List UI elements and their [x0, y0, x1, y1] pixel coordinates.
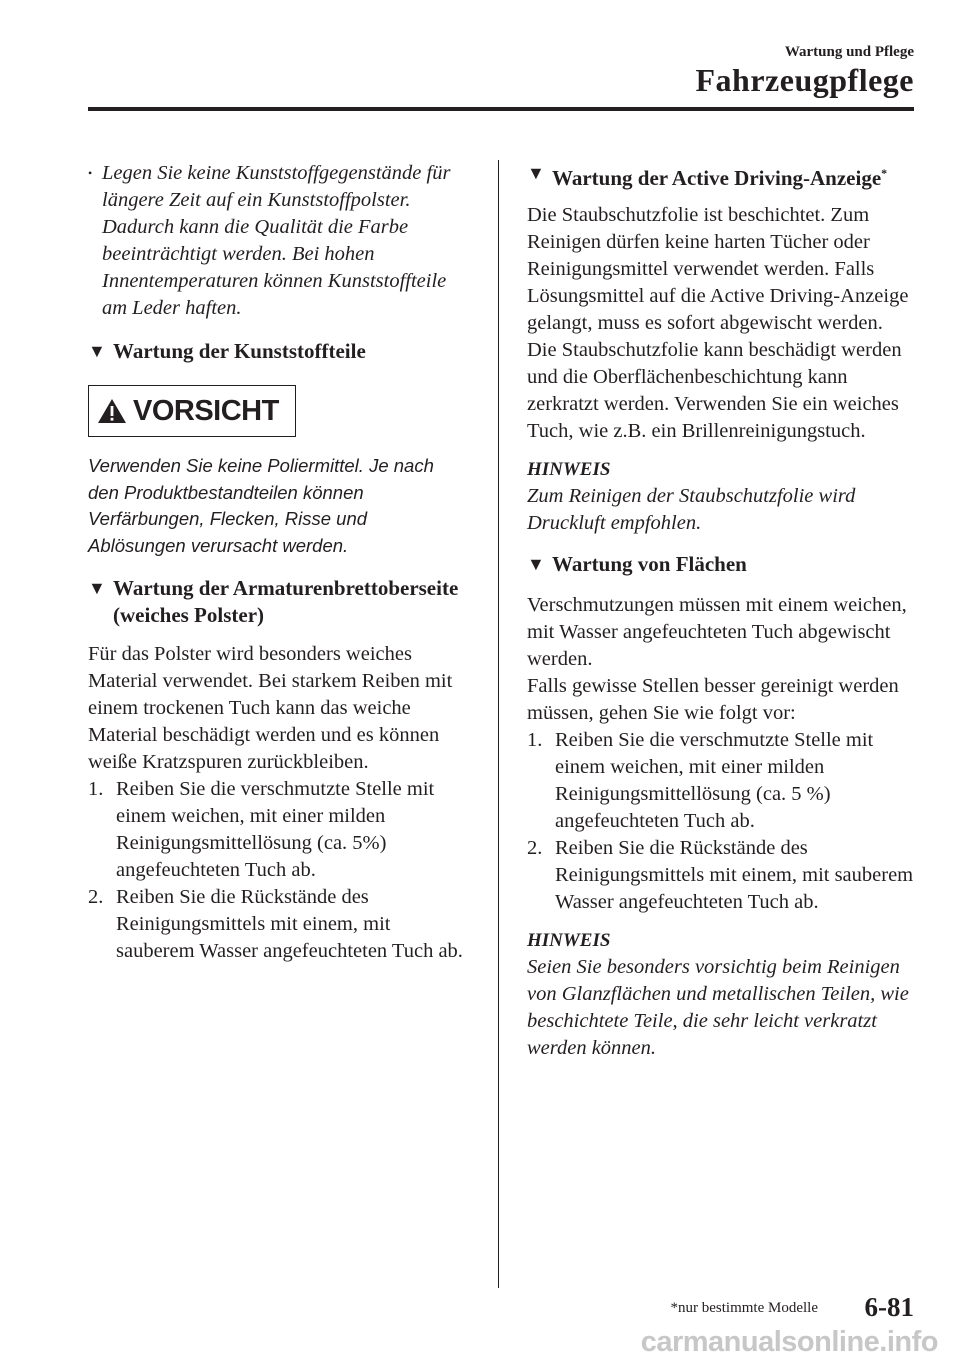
caution-label: VORSICHT [133, 394, 279, 427]
note-text: Seien Sie besonders vorsichtig beim Reinigen von Glanzflächen und metallischen Teilen, wie beschichtete Teile, die sehr leicht verkratzt werden können. [527, 956, 909, 1059]
column-divider [498, 160, 499, 1288]
warning-icon [97, 398, 127, 424]
triangle-down-icon: ▼ [88, 578, 106, 598]
triangle-down-icon: ▼ [527, 163, 545, 183]
bullet-text: Legen Sie keine Kunststoffgegenstände für längere Zeit auf ein Kunststoffpolster. Dadurch kann die Qualität die Farbe beeinträchtigt werden. Bei hohen Innentemperaturen können Kunststoffteile am Leder haften. [102, 162, 451, 319]
chapter-title: Wartung und Pflege [784, 44, 914, 60]
active-driving-body: Die Staubschutzfolie ist beschichtet. Zum Reinigen dürfen keine harten Tücher oder Reinigungsmittel verwendet werden. Falls Lösungsmittel auf die Active Driving-Anzeige gelangt, muss es sofort abgewischt werden. Die Staubschutzfolie kann beschädigt werden und die Oberflächenbeschichtung kann zerkratzt werden. Verwenden Sie ein weiches Tuch, wie z.B. ein Brillenreinigungstuch. [527, 204, 909, 442]
list-item: 1. Reiben Sie die verschmutzte Stelle mit einem weichen, mit einer milden Reinigungsmittellösung (ca. 5%) angefeuchteten Tuch ab. [88, 778, 435, 881]
watermark: carmanualsonline.info [640, 1326, 938, 1358]
footnote: *nur bestimmte Modelle [670, 1300, 818, 1316]
flaechen-body: Verschmutzungen müssen mit einem weichen, mit Wasser angefeuchteten Tuch abgewischt werden. [527, 594, 907, 670]
note-heading: HINWEIS [527, 930, 611, 951]
triangle-down-icon: ▼ [527, 554, 545, 574]
asterisk-mark: * [881, 166, 888, 180]
section-title: Fahrzeugpflege [695, 62, 914, 98]
note-text: Zum Reinigen der Staubschutzfolie wird Druckluft empfohlen. [527, 485, 856, 534]
heading-kunststoffteile: ▼ Wartung der Kunststoffteile [88, 339, 366, 363]
bullet-item [88, 160, 468, 322]
list-item: 2. Reiben Sie die Rückstände des Reinigungsmittels mit einem, mit sauberem Wasser angefeuchteten Tuch ab. [527, 837, 914, 913]
page-number: 6-81 [864, 1292, 914, 1322]
heading-flaechen: ▼ Wartung von Flächen [527, 552, 747, 576]
heading-active-driving: ▼ Wartung der Active Driving-Anzeige* [527, 160, 915, 192]
bullet-dot: • [88, 166, 93, 180]
right-column [527, 160, 915, 1062]
header-rule [88, 107, 914, 111]
heading-armaturenbrett: ▼ Wartung der Armaturenbrettoberseite (weiches Polster) [88, 576, 459, 627]
note-heading: HINWEIS [527, 459, 611, 480]
list-item: 2. Reiben Sie die Rückstände des Reinigungsmittels mit einem, mit sauberem Wasser angefeuchteten Tuch ab. [88, 886, 463, 962]
caution-box [88, 385, 296, 437]
flaechen-body-2: Falls gewisse Stellen besser gereinigt werden müssen, gehen Sie wie folgt vor: [527, 675, 899, 724]
armaturenbrett-body: Für das Polster wird besonders weiches Material verwendet. Bei starkem Reiben mit einem trockenen Tuch kann das weiche Material beschädigt werden und es können weiße Kratzspuren zurückbleiben. [88, 643, 453, 773]
caution-text: Verwenden Sie keine Poliermittel. Je nach den Produktbestandteilen können Verfärbungen, Flecken, Risse und Ablösungen verursacht werden. [88, 455, 434, 556]
list-item: 1. Reiben Sie die verschmutzte Stelle mit einem weichen, mit einer milden Reinigungsmittellösung (ca. 5 %) angefeuchteten Tuch ab. [527, 729, 874, 832]
left-column [88, 160, 468, 965]
triangle-down-icon: ▼ [88, 341, 106, 361]
